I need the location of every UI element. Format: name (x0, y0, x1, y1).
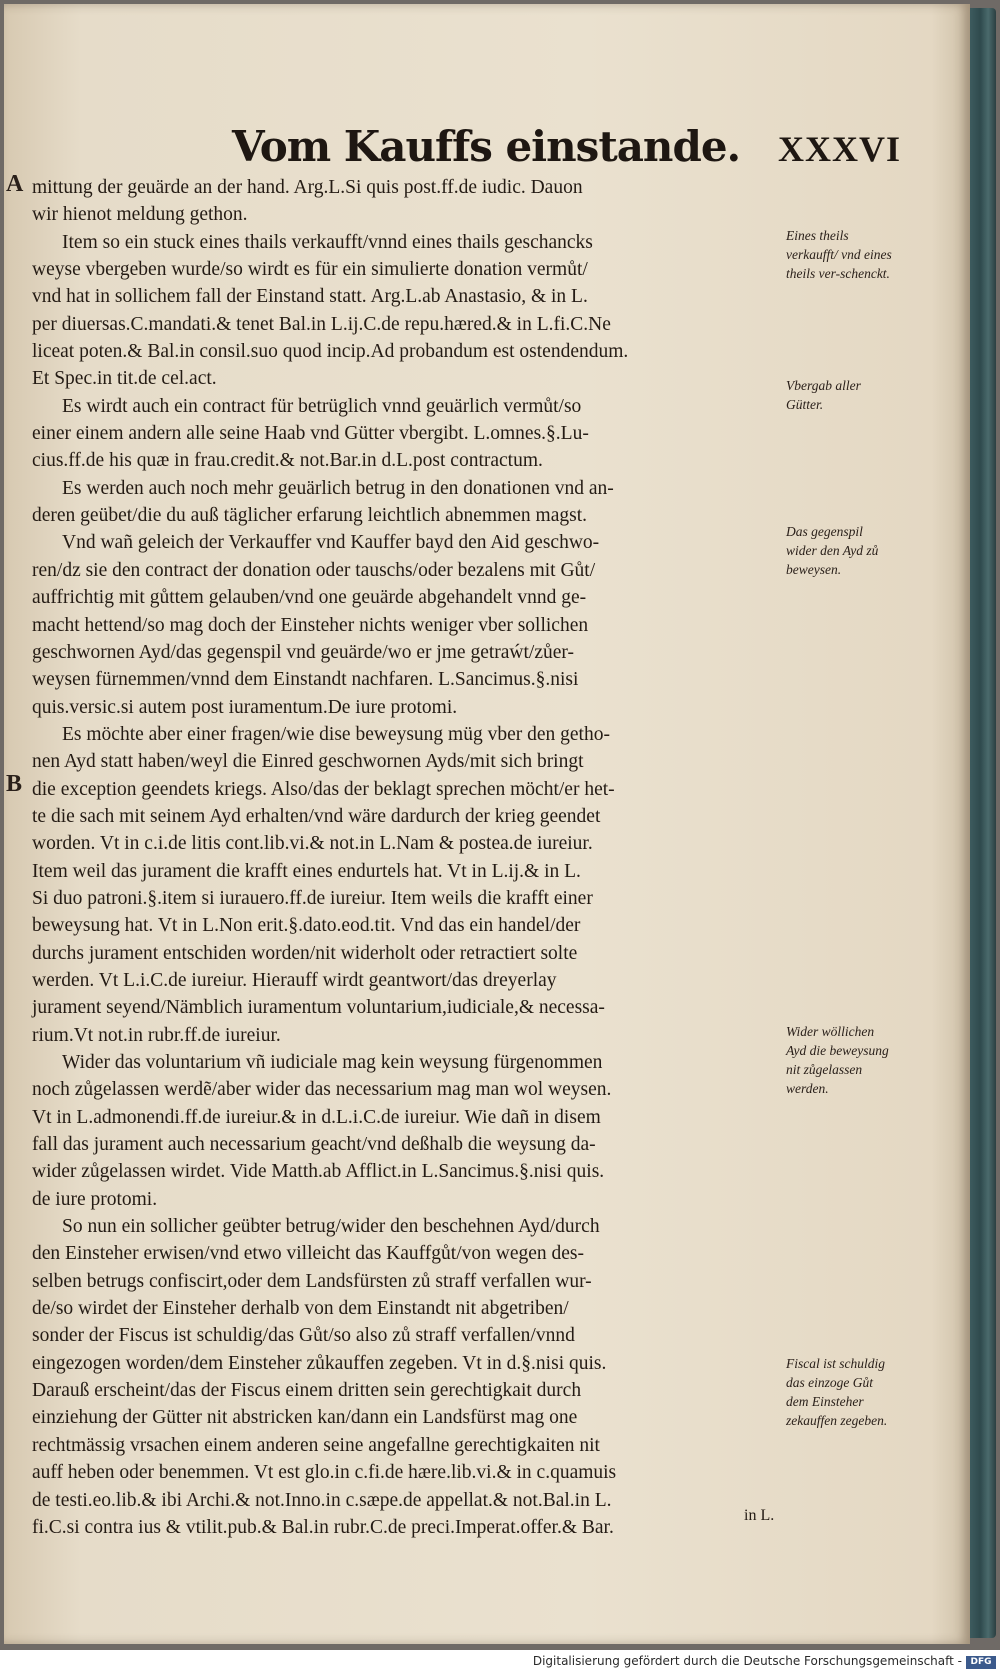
text-line: Item so ein stuck eines thails verkaufft/vnnd eines thails geschancks (62, 231, 593, 253)
text-line: Darauß erscheint/das der Fiscus einem dritten sein gerechtigkait durch (32, 1380, 582, 1402)
catchword: in L. (744, 1507, 775, 1524)
body-text (12, 174, 784, 1541)
margin-note: Vbergab aller Gütter. (786, 378, 861, 412)
text-line: weyse vbergeben wurde/so wirdt es für ein simulierte donation vermůt/ (32, 259, 588, 281)
text-line: Vnd wañ geleich der Verkauffer vnd Kauffer bayd den Aid geschwo- (62, 532, 600, 554)
text-line: vnd hat in sollichem fall der Einstand statt. Arg.L.ab Anastasio, & in L. (32, 286, 588, 308)
text-line: eingezogen worden/dem Einsteher zůkauffen zegeben. Vt in d.§.nisi quis. (32, 1352, 607, 1374)
text-line: Et Spec.in tit.de cel.act. (32, 368, 217, 390)
text-line: einziehung der Gütter nit abstricken kan/dann ein Landsfürst mag one (32, 1407, 578, 1429)
text-line: So nun ein sollicher geübter betrug/wider den beschehnen Ayd/durch (62, 1216, 600, 1238)
text-line: einer einem andern alle seine Haab vnd Gütter vbergibt. L.omnes.§.Lu- (32, 423, 589, 445)
text-line: durchs jurament entschiden worden/nit widerholt oder retractiert solte (32, 942, 578, 964)
dfg-logo: DFG (966, 1656, 996, 1669)
digitization-footer (0, 1650, 1000, 1675)
signature-mark-a: A (6, 171, 24, 197)
text-line: per diuersas.C.mandati.& tenet Bal.in L.ij.C.de repu.hæred.& in L.fi.C.Ne (32, 313, 611, 335)
book-edge (970, 8, 996, 1638)
text-line: den Einsteher erwisen/vnd etwo villeicht das Kauffgůt/von wegen des- (32, 1243, 584, 1265)
text-line: weysen fürnemmen/vnnd dem Einstandt nachfaren. L.Sancimus.§.nisi (32, 669, 579, 691)
text-line: wir hienot meldung gethon. (32, 204, 248, 226)
text-line: sonder der Fiscus ist schuldig/das Gůt/so also zů straff verfallen/vnnd (32, 1325, 575, 1347)
text-line: quis.versic.si autem post iuramentum.De iure protomi. (32, 696, 458, 718)
text-line: noch zůgelassen werdẽ/aber wider das necessarium mag man wol weysen. (32, 1079, 612, 1101)
running-title: Vom Kauffs einstande. (232, 122, 741, 171)
margin-note: Wider wöllichen Ayd die beweysung nit zůgelassen werden. (786, 1024, 889, 1096)
margin-note: Fiscal ist schuldig das einzoge Gůt dem Einsteher zekauffen zegeben. (786, 1356, 888, 1428)
margin-note: Das gegenspil wider den Ayd zů beweysen. (786, 524, 879, 577)
text-line: selben betrugs confiscirt,oder dem Landsfürsten zů straff verfallen wur- (32, 1270, 592, 1292)
text-line: auff heben oder benemmen. Vt est glo.in c.fi.de hære.lib.vi.& in c.quamuis (32, 1462, 617, 1484)
signature-mark-b: B (6, 771, 23, 797)
text-line: geschwornen Ayd/das gegenspil vnd geuärde/wo er jme getraẃt/zůer- (32, 641, 575, 663)
book-page (4, 4, 970, 1644)
text-line: rechtmässig vrsachen einem anderen seine angefallne gerechtigkaiten nit (32, 1434, 600, 1456)
text-line: Wider das voluntarium vñ iudiciale mag kein weysung fürgenommen (62, 1052, 603, 1073)
text-line: nen Ayd statt haben/weyl die Einred geschwornen Ayds/mit sich bringt (32, 751, 584, 773)
text-line: fall das jurament auch necessarium geacht/vnd deßhalb die weysung da- (32, 1134, 596, 1156)
text-line: jurament seyend/Nämblich iuramentum voluntarium,iudiciale,& necessa- (32, 997, 605, 1019)
text-line: die exception geendets kriegs. Also/das der beklagt sprechen möcht/er het- (32, 778, 615, 800)
text-line: auffrichtig mit gůttem gelauben/vnd one geuärde abgehandelt vnnd ge- (32, 587, 587, 609)
text-line: beweysung hat. Vt in L.Non erit.§.dato.eod.tit. Vnd das ein handel/der (32, 915, 581, 937)
text-line: Es wirdt auch ein contract für betrüglich vnnd geuärlich vermůt/so (62, 395, 582, 417)
text-line: Es möchte aber einer fragen/wie dise beweysung müg vber den getho- (62, 723, 610, 745)
text-line: Vt in L.admonendi.ff.de iureiur.& in d.L.i.C.de iureiur. Wie dañ in disem (32, 1106, 601, 1128)
text-line: fi.C.si contra ius & vtilit.pub.& Bal.in rubr.C.de preci.Imperat.offer.& Bar. (32, 1516, 614, 1538)
text-line: te die sach mit seinem Ayd erhalten/vnd wäre dardurch der krieg geendet (32, 805, 601, 827)
text-line: rium.Vt not.in rubr.ff.de iureiur. (32, 1024, 281, 1046)
text-line: de/so wirdet der Einsteher derhalb von dem Einstandt nit abgetriben/ (32, 1298, 569, 1320)
text-line: mittung der geuärde an der hand. Arg.L.Si quis post.ff.de iudic. Dauon (32, 177, 583, 198)
text-line: deren geübet/die du auß täglicher erfarung leichtlich abnemmen magst. (32, 505, 587, 527)
text-line: de testi.eo.lib.& ibi Archi.& not.Inno.in c.sæpe.de appellat.& not.Bal.in L. (32, 1489, 612, 1511)
text-line: werden. Vt L.i.C.de iureiur. Hierauff wirdt geantwort/das dreyerlay (32, 969, 557, 991)
text-line: Es werden auch noch mehr geuärlich betrug in den donationen vnd an- (62, 477, 614, 499)
folio-number: XXXVI (778, 129, 902, 169)
digitization-credit: Digitalisierung gefördert durch die Deutsche Forschungsgemeinschaft - (532, 1654, 962, 1668)
text-line: liceat poten.& Bal.in consil.suo quod incip.Ad probandum est ostendendum. (32, 341, 629, 363)
text-line: macht hettend/so mag doch der Einsteher nichts weniger vber sollichen (32, 614, 589, 636)
text-line: Item weil das jurament die krafft eines endurtels hat. Vt in L.ij.& in L. (32, 860, 581, 882)
text-line: wider zůgelassen wirdet. Vide Matth.ab Afflict.in L.Sancimus.§.nisi quis. (32, 1161, 605, 1183)
text-line: de iure protomi. (32, 1188, 158, 1210)
margin-note: Eines theils verkaufft/ vnd eines theils ver-schenckt. (786, 228, 892, 281)
text-line: cius.ff.de his quæ in frau.credit.& not.Bar.in d.L.post contractum. (32, 450, 543, 472)
page-header (4, 122, 970, 172)
text-line: ren/dz sie den contract der donation oder tauschs/oder bezalens mit Gůt/ (32, 559, 596, 581)
text-line: Si duo patroni.§.item si iurauero.ff.de iureiur. Item weils die krafft einer (32, 887, 593, 909)
text-line: worden. Vt in c.i.de litis cont.lib.vi.& not.in L.Nam & postea.de iureiur. (32, 833, 593, 855)
